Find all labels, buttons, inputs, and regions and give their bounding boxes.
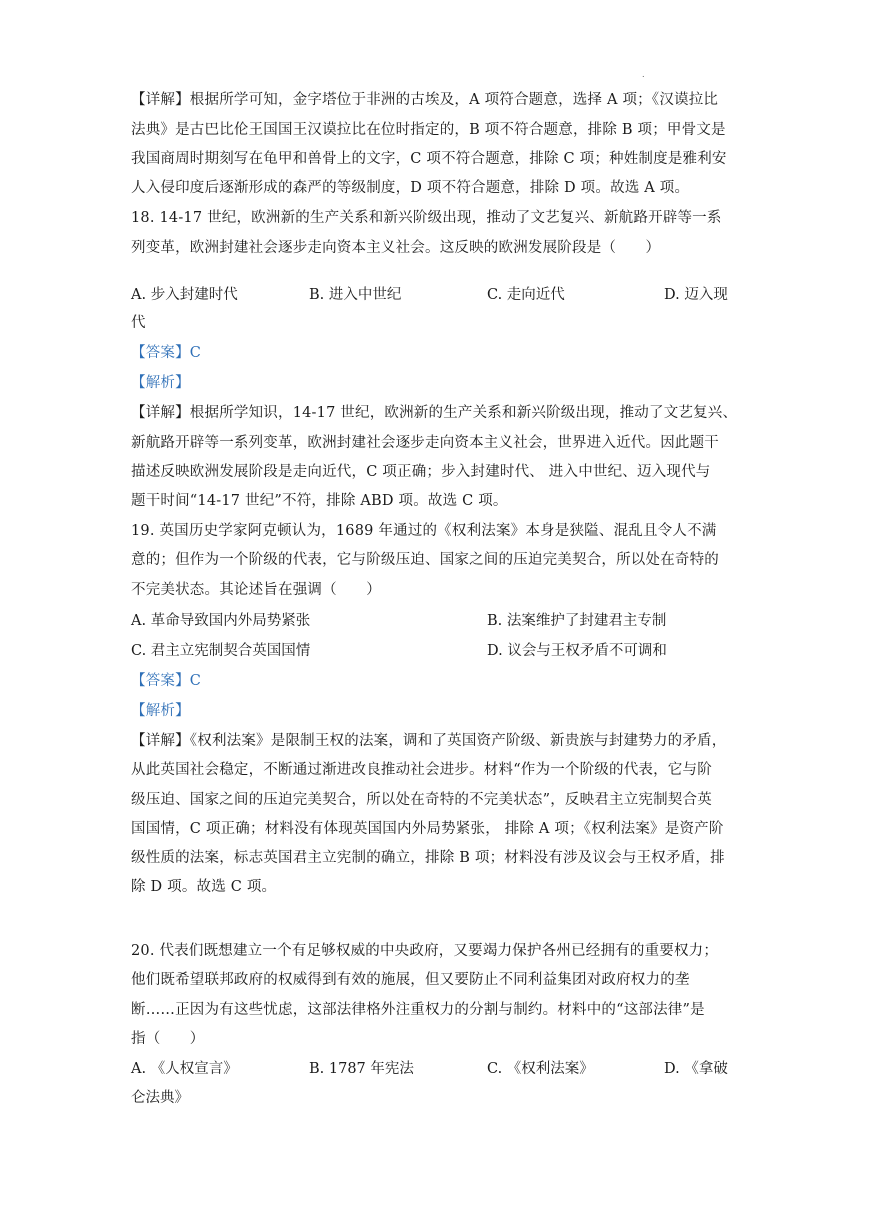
q18-option-d-continued: 代 bbox=[131, 315, 146, 331]
q19-option-c: C. 君主立宪制契合英国国情 bbox=[131, 643, 311, 659]
q18-detail-line-1: 【详解】根据所学知识，14-17 世纪，欧洲新的生产关系和新兴阶级出现，推动了文艺复兴、 bbox=[131, 405, 738, 421]
q18-option-b: B. 进入中世纪 bbox=[309, 287, 402, 303]
q19-detail-line-1: 【详解】《权利法案》是限制王权的法案，调和了英国资产阶级、新贵族与封建势力的矛盾， bbox=[131, 733, 727, 749]
q17-detail-line-4: 人入侵印度后逐渐形成的森严的等级制度，D 项不符合题意，排除 D 项。故选 A 项。 bbox=[131, 180, 690, 196]
q18-analysis-label: 【解析】 bbox=[131, 375, 190, 391]
q19-detail-line-3: 级压迫、国家之间的压迫完美契合，所以处在奇特的不完美状态”，反映君主立宪制契合英 bbox=[131, 792, 712, 808]
q20-option-d: D. 《拿破 bbox=[664, 1061, 728, 1077]
q19-stem-line-1: 19. 英国历史学家阿克顿认为，1689 年通过的《权利法案》本身是狭隘、混乱且令人不满 bbox=[131, 523, 717, 539]
q19-detail-line-6: 除 D 项。故选 C 项。 bbox=[131, 879, 277, 895]
q20-stem-line-3: 断……正因为有这些忧虑，这部法律格外注重权力的分割与制约。材料中的“这部法律”是 bbox=[131, 1002, 705, 1018]
q19-option-d: D. 议会与王权矛盾不可调和 bbox=[487, 643, 667, 659]
q20-stem-line-4: 指（ ） bbox=[131, 1031, 205, 1047]
q19-answer-label: 【答案】C bbox=[131, 673, 202, 689]
q20-option-c: C. 《权利法案》 bbox=[487, 1061, 594, 1077]
q19-option-b: B. 法案维护了封建君主专制 bbox=[487, 613, 667, 629]
q18-option-a: A. 步入封建时代 bbox=[131, 287, 238, 303]
q18-option-c: C. 走向近代 bbox=[487, 287, 565, 303]
q20-stem-line-1: 20. 代表们既想建立一个有足够权威的中央政府，又要竭力保护各州已经拥有的重要权力； bbox=[131, 943, 719, 959]
q17-detail-line-3: 我国商周时期刻写在龟甲和兽骨上的文字，C 项不符合题意，排除 C 项；种姓制度是雅利安 bbox=[131, 151, 727, 167]
q19-option-a: A. 革命导致国内外局势紧张 bbox=[131, 613, 311, 629]
q19-detail-line-2: 从此英国社会稳定，不断通过渐进改良推动社会进步。材料“作为一个阶级的代表，它与阶 bbox=[131, 762, 712, 778]
header-dot: . bbox=[642, 70, 645, 79]
q18-stem-line-2: 列变革，欧洲封建社会逐步走向资本主义社会。这反映的欧洲发展阶段是（ ） bbox=[131, 240, 661, 256]
q18-stem-line-1: 18. 14-17 世纪，欧洲新的生产关系和新兴阶级出现，推动了文艺复兴、新航路开辟等一系 bbox=[131, 210, 722, 226]
q20-option-d-continued: 仑法典》 bbox=[131, 1090, 189, 1106]
q20-option-b: B. 1787 年宪法 bbox=[309, 1061, 414, 1077]
q19-stem-line-2: 意的；但作为一个阶级的代表，它与阶级压迫、国家之间的压迫完美契合，所以处在奇特的 bbox=[131, 552, 719, 568]
q19-detail-line-5: 级性质的法案，标志英国君主立宪制的确立，排除 B 项；材料没有涉及议会与王权矛盾，排 bbox=[131, 850, 725, 866]
q20-option-a: A. 《人权宣言》 bbox=[131, 1061, 238, 1077]
q18-option-d: D. 迈入现 bbox=[664, 287, 728, 303]
q17-detail-line-1: 【详解】根据所学可知，金字塔位于非洲的古埃及，A 项符合题意，选择 A 项；《汉谟拉比 bbox=[131, 92, 719, 108]
q18-detail-line-3: 描述反映欧洲发展阶段是走向近代，C 项正确；步入封建时代、 进入中世纪、迈入现代与 bbox=[131, 464, 711, 480]
q20-stem-line-2: 他们既希望联邦政府的权威得到有效的施展，但又要防止不同利益集团对政府权力的垄 bbox=[131, 972, 690, 988]
q17-detail-line-2: 法典》是古巴比伦王国国王汉谟拉比在位时指定的，B 项不符合题意，排除 B 项；甲骨文是 bbox=[131, 122, 726, 138]
q18-detail-line-2: 新航路开辟等一系列变革，欧洲封建社会逐步走向资本主义社会，世界进入近代。因此题干 bbox=[131, 435, 719, 451]
q19-analysis-label: 【解析】 bbox=[131, 703, 190, 719]
q18-answer-label: 【答案】C bbox=[131, 345, 202, 361]
q19-detail-line-4: 国国情，C 项正确；材料没有体现英国国内外局势紧张， 排除 A 项；《权利法案》是资产阶 bbox=[131, 821, 724, 837]
q19-stem-line-3: 不完美状态。其论述旨在强调（ ） bbox=[131, 582, 381, 598]
q18-detail-line-4: 题干时间“14-17 世纪”不符，排除 ABD 项。故选 C 项。 bbox=[131, 493, 508, 509]
